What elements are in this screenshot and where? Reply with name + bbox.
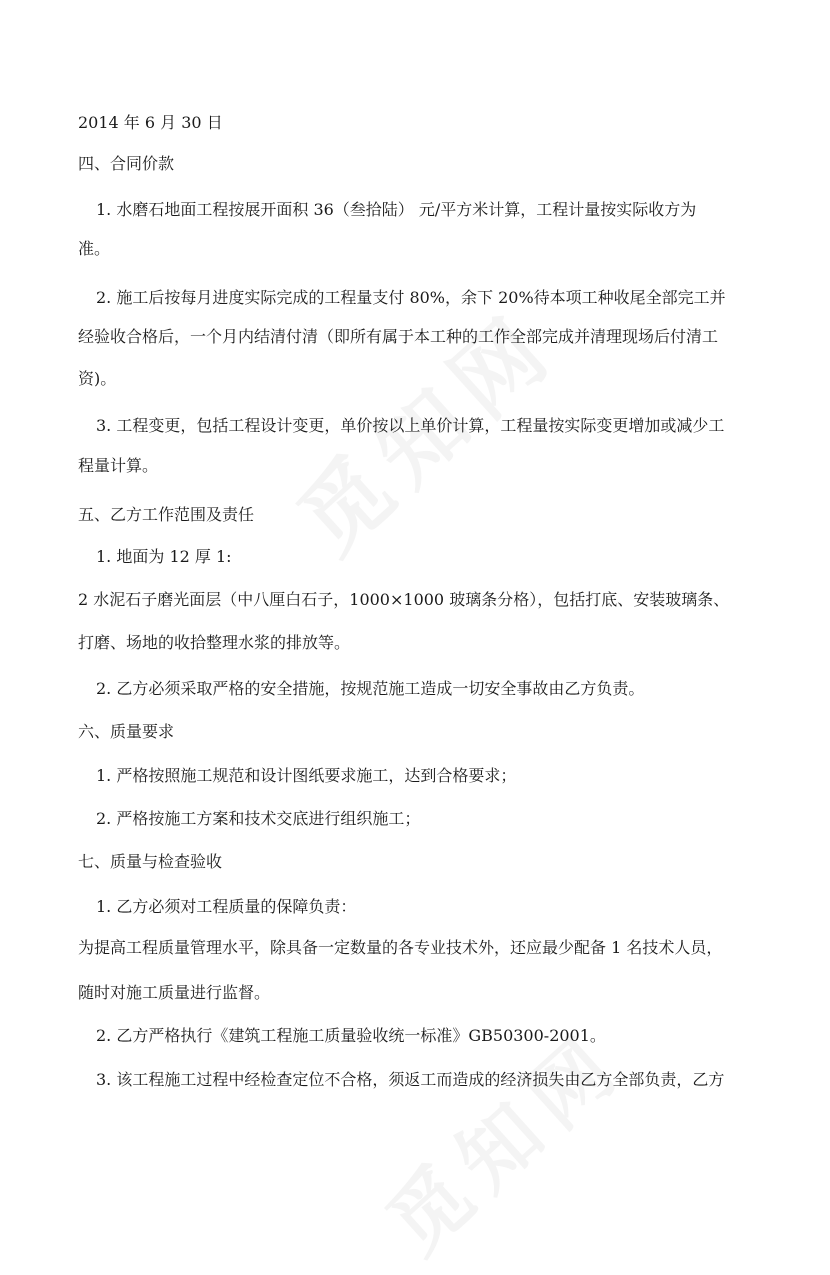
section-heading-scope: 五、乙方工作范围及责任 [78, 505, 255, 524]
paragraph-line: 3. 该工程施工过程中经检查定位不合格，须返工而造成的经济损失由乙方全部负责，乙方 [96, 1070, 725, 1089]
paragraph-line: 经验收合格后，一个月内结清付清（即所有属于本工种的工作全部完成并清理现场后付清工 [78, 327, 719, 346]
paragraph-line: 1. 水磨石地面工程按展开面积 36（叁拾陆） 元/平方米计算，工程计量按实际收方为 [96, 200, 697, 219]
paragraph-line: 1. 地面为 12 厚 1: [96, 547, 232, 566]
paragraph-line: 资)。 [78, 369, 117, 388]
paragraph-line: 程量计算。 [78, 456, 159, 475]
paragraph-line: 2. 严格按施工方案和技术交底进行组织施工； [96, 809, 421, 828]
paragraph-line: 2. 乙方必须采取严格的安全措施，按规范施工造成一切安全事故由乙方负责。 [96, 679, 645, 698]
section-heading-quality: 六、质量要求 [78, 722, 175, 741]
date-line: 2014 年 6 月 30 日 [78, 113, 223, 132]
paragraph-line: 2 水泥石子磨光面层（中八厘白石子，1000×1000 玻璃条分格），包括打底、安装玻璃条、 [78, 590, 730, 609]
paragraph-line: 随时对施工质量进行监督。 [78, 983, 271, 1002]
paragraph-line: 3. 工程变更，包括工程设计变更，单价按以上单价计算，工程量按实际变更增加或减少工 [96, 416, 725, 435]
paragraph-line: 1. 严格按照施工规范和设计图纸要求施工，达到合格要求； [96, 766, 517, 785]
paragraph-line: 2. 乙方严格执行《建筑工程施工质量验收统一标准》GB50300-2001。 [96, 1026, 606, 1045]
paragraph-line: 打磨、场地的收拾整理水浆的排放等。 [78, 633, 351, 652]
section-heading-inspection: 七、质量与检查验收 [78, 852, 223, 871]
section-heading-contract-price: 四、合同价款 [78, 154, 175, 173]
paragraph-line: 为提高工程质量管理水平，除具备一定数量的各专业技术外，还应最少配备 1 名技术人员， [78, 938, 723, 957]
paragraph-line: 2. 施工后按每月进度实际完成的工程量支付 80%，余下 20%待本项工种收尾全部完工并 [96, 288, 726, 307]
paragraph-line: 准。 [78, 239, 111, 258]
paragraph-line: 1. 乙方必须对工程质量的保障负责： [96, 897, 357, 916]
